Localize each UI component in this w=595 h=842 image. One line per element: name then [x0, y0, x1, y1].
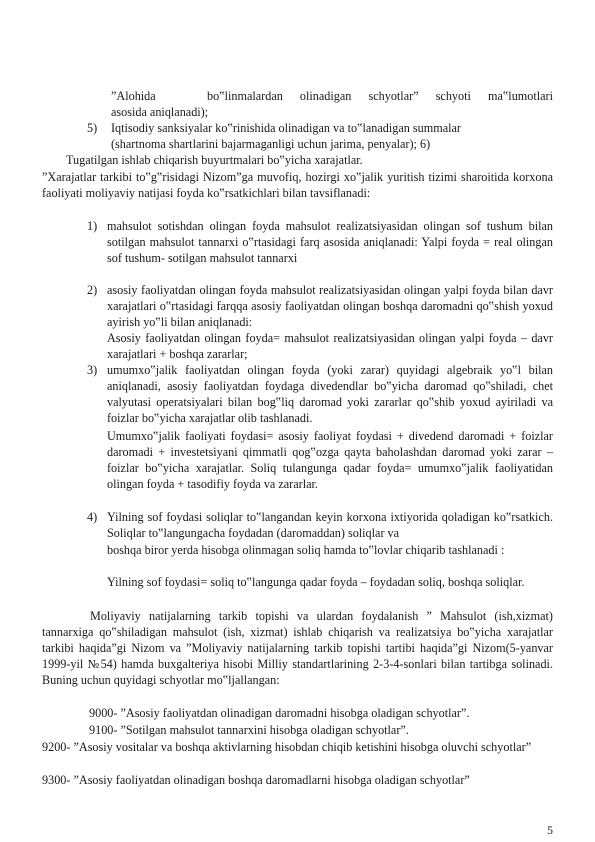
item5-line2: (shartnoma shartlarini bajarmaganligi uchun jarima, penyalar); 6)	[111, 137, 431, 151]
list-item-number: 2)	[87, 283, 98, 297]
account-9200: 9200- ”Asosiy vositalar va boshqa aktivlarning hisobdan chiqib ketishini hisobga oluvchi schyotlar”	[42, 740, 532, 754]
list-item-formula: Asosiy faoliyatdan olingan foyda= mahsulot realizatsiyasidan olingan yalpi foyda – davr xarajatlari + boshqa zararlar;	[107, 331, 553, 362]
page-number: 5	[547, 823, 553, 837]
xarajatlar-paragraph: ”Xarajatlar tarkibi to‟g‟risidagi Nizom”ga muvofiq, hozirgi xo‟jalik yuritish tizimi sharoitida korxona faoliyati moliyaviy natijasi foyda ko‟rsatkichlari bilan tavsiflanadi:	[42, 170, 553, 201]
list-item-text: Yilning sof foydasi soliqlar to‟langandan keyin korxona ixtiyorida qoladigan ko‟rsatkich. Soliqlar to‟langungacha foydadan (daromaddan) soliqlar va	[107, 510, 553, 541]
intro-alohida-line2: asosida aniqlanadi);	[111, 105, 209, 119]
tugatilgan-line: Tugatilgan ishlab chiqarish buyurtmalari bo‟yicha xarajatlar.	[66, 153, 363, 167]
item5-number: 5)	[87, 121, 98, 135]
item5-line1: Iqtisodiy sanksiyalar ko‟rinishida olinadigan va to‟lanadigan summalar	[111, 121, 461, 135]
account-9100: 9100- ”Sotilgan mahsulot tannarxini hisobga oladigan schyotlar”.	[89, 723, 409, 737]
intro-alohida-line1: ”Alohida bo‟linmalardan olinadigan schyotlar” schyoti ma‟lumotlari	[111, 89, 553, 103]
list-item-text: umumxo‟jalik faoliyatdan olingan foyda (yoki zarar) quyidagi algebraik yo‟l bilan aniqlanadi, asosiy faoliyatdan foydaga divedendlar bo‟yicha daromad qo‟shiladi, chet valyutasi operatsiyalari bilan bog‟liq daromad yoki zararlar qo‟shib yoxud ayiriladi va foizlar bo‟yicha xarajatlar olib tashlanadi.	[107, 363, 553, 426]
list-item-formula: Yilning sof foydasi= soliq to‟langunga qadar foyda – foydadan soliq, boshqa soliqlar.	[107, 575, 525, 589]
list-item-text: mahsulot sotishdan olingan foyda mahsulot realizatsiyasidan olingan sof tushum bilan sotilgan mahsulot tannarxi o‟rtasidagi farq asosida aniqlanadi: Yalpi foyda = real olingan sof tushum- sotilgan mahsulot tannarxi	[107, 219, 553, 266]
list-item-formula: Umumxo‟jalik faoliyati foydasi= asosiy faoliyat foydasi + divedend daromadi + foizlar daromadi + investetsiyani qimmatli qog‟ozga qayta baholashdan daromad yoki zarar – foizlar bo‟yicha xarajatlar. Soliq tulangunga qadar foyda= umumxo‟jalik faoliyatidan olingan foyda + tasodifiy foyda va zararlar.	[107, 429, 553, 492]
moliyaviy-paragraph: Moliyaviy natijalarning tarkib topishi va ulardan foydalanish ” Mahsulot (ish,xizmat) tannarxiga qo‟shiladigan mahsulot (ish, xizmat) ishlab chiqarish va realizatsiya bo‟yicha xarajatlar tarkibi haqida”gi Nizom va ”Moliyaviy natijalarning tarkib topishi tartibi haqida”gi Nizom(5-yanvar 1999-yil №54) hamda buxgalteriya hisobi Milliy standartlarining 2-3-4-sonlari bilan tartibga solinadi. Buning uchun quyidagi schyotlar mo‟ljallangan:	[42, 609, 553, 688]
list-item-text: asosiy faoliyatdan olingan foyda mahsulot realizatsiyasidan olingan yalpi foyda bilan davr xarajatlari o‟rtasidagi farqqa asosiy faoliyatdan olingan boshqa daromadni qo‟shish yoxud ayirish yo‟li bilan aniqlanadi:	[107, 283, 553, 330]
account-9000: 9000- ”Asosiy faoliyatdan olinadigan daromadni hisobga oladigan schyotlar”.	[89, 706, 470, 720]
account-9300: 9300- ”Asosiy faoliyatdan olinadigan boshqa daromadlarni hisobga oladigan schyotlar”	[42, 773, 470, 787]
list-item-number: 3)	[87, 363, 98, 377]
list-item-text-continued: boshqa biror yerda hisobga olinmagan soliq hamda to‟lovlar chiqarib tashlanadi :	[107, 543, 505, 557]
list-item-number: 1)	[87, 219, 98, 233]
list-item-number: 4)	[87, 510, 98, 524]
